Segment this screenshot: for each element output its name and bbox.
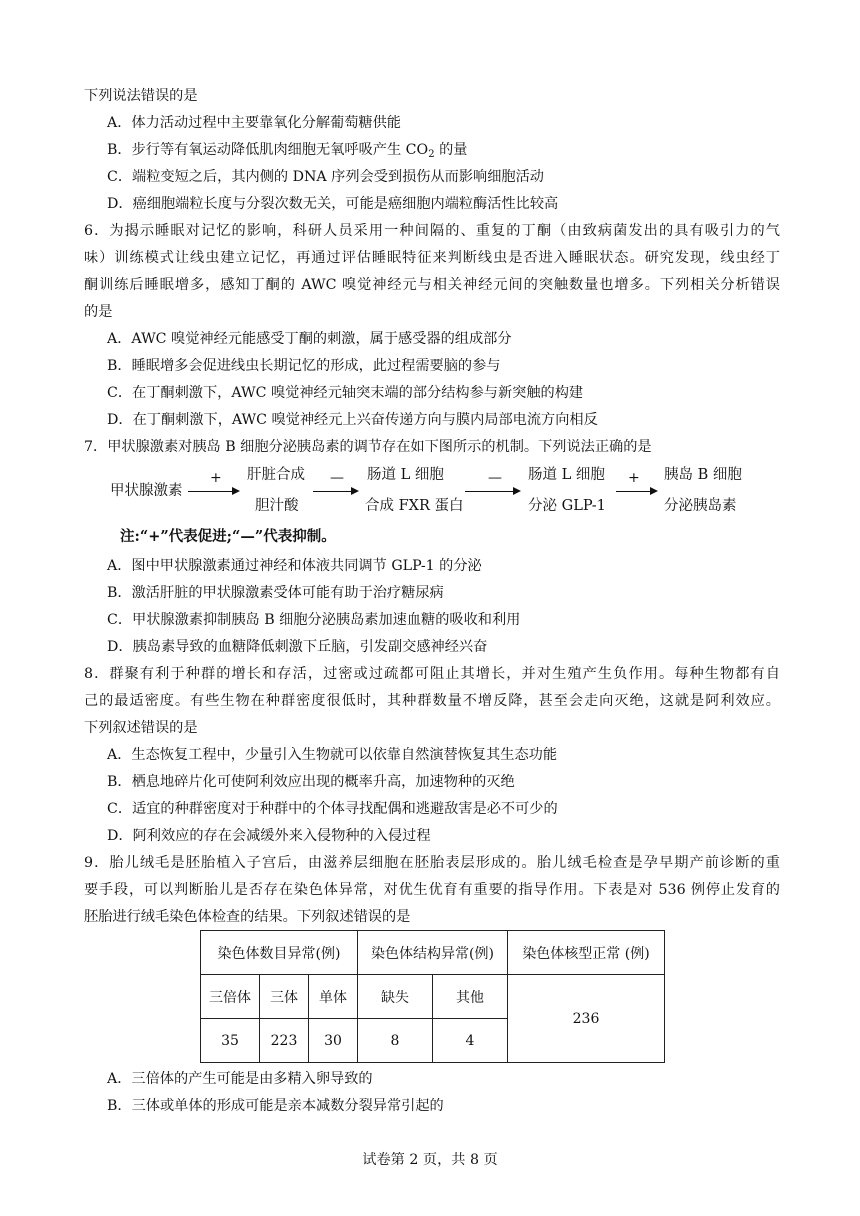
sign-promote-2: +	[628, 470, 640, 486]
cell-monosomy: 30	[309, 1019, 358, 1063]
q6-stem-line4: 的是	[84, 304, 113, 320]
arrow-4	[616, 491, 656, 492]
q6-option-a: A．AWC 嗅觉神经元能感受丁酮的刺激，属于感受器的组成部分	[107, 331, 512, 347]
table-header-row	[201, 931, 665, 975]
q5-option-c: C．端粒变短之后，其内侧的 DNA 序列会受到损伤从而影响细胞活动	[107, 169, 544, 185]
subheader-monosomy: 单体	[309, 975, 358, 1019]
arrow-1	[188, 491, 238, 492]
q6-stem-line1: 6．为揭示睡眠对记忆的影响，科研人员采用一种间隔的、重复的丁酮（由致病菌发出的具有吸引力的气	[84, 223, 780, 239]
header-normal-karyotype: 染色体核型正常 (例)	[508, 931, 665, 975]
diagram-node2-bottom: 合成 FXR 蛋白	[365, 498, 464, 514]
sign-inhibit-2: —	[488, 470, 502, 486]
q8-stem-line1: 8．群聚有利于种群的增长和存活，过密或过疏都可阻止其增长，并对生殖产生负作用。每种生物都有自	[84, 666, 780, 682]
table-subheader-row	[201, 975, 665, 1019]
q6-option-c: C．在丁酮刺激下，AWC 嗅觉神经元轴突末端的部分结构参与新突触的构建	[107, 385, 584, 401]
q8-option-d: D．阿利效应的存在会减缓外来入侵物种的入侵过程	[107, 828, 431, 844]
q6-option-b: B．睡眠增多会促进线虫长期记忆的形成，此过程需要脑的参与	[107, 358, 501, 374]
sign-promote-1: +	[210, 470, 222, 486]
subheader-deletion: 缺失	[358, 975, 433, 1019]
q6-option-d: D．在丁酮刺激下，AWC 嗅觉神经元上兴奋传递方向与膜内局部电流方向相反	[107, 412, 598, 428]
q9-stem-line2: 要手段，可以判断胎儿是否存在染色体异常，对优生优育有重要的指导作用。下表是对 536 例停止发育的	[84, 882, 780, 898]
q5-option-b: B．步行等有氧运动降低肌肉细胞无氧呼吸产生 $CO_2$ 的量	[107, 142, 468, 160]
q5-stem-tail: 下列说法错误的是	[84, 88, 198, 104]
cell-trisomy: 223	[260, 1019, 309, 1063]
q6-stem-line3: 酮训练后睡眠增多，感知丁酮的 AWC 嗅觉神经元与相关神经元间的突触数量也增多。下列相关分析错误	[84, 277, 780, 293]
q8-option-c: C．适宜的种群密度对于种群中的个体寻找配偶和逃避敌害是必不可少的	[107, 801, 558, 817]
q7-option-a: A．图中甲状腺激素通过神经和体液共同调节 GLP-1 的分泌	[107, 558, 482, 574]
arrow-3	[465, 491, 519, 492]
q7-option-b: B．激活肝脏的甲状腺激素受体可能有助于治疗糖尿病	[107, 585, 444, 601]
subheader-triploid: 三倍体	[201, 975, 260, 1019]
diagram-node1-top: 肝脏合成	[247, 467, 305, 483]
q9-option-a: A．三倍体的产生可能是由多精入卵导致的	[107, 1071, 373, 1087]
q9-stem-line3: 胚胎进行绒毛染色体检查的结果。下列叙述错误的是	[84, 909, 411, 925]
q8-stem-line3: 下列叙述错误的是	[84, 720, 198, 736]
q7-option-d: D．胰岛素导致的血糖降低刺激下丘脑，引发副交感神经兴奋	[107, 639, 488, 655]
cell-other: 4	[433, 1019, 508, 1063]
diagram-node3-bottom: 分泌 GLP-1	[528, 498, 606, 514]
diagram-node1-bottom: 胆汁酸	[255, 498, 299, 514]
sign-inhibit-1: —	[330, 470, 344, 486]
diagram-node4-bottom: 分泌胰岛素	[664, 498, 737, 514]
q7-stem: 7．甲状腺激素对胰岛 B 细胞分泌胰岛素的调节存在如下图所示的机制。下列说法正确的是	[84, 439, 652, 455]
arrow-2	[313, 491, 357, 492]
diagram-source-node: 甲状腺激素	[110, 483, 183, 499]
karyotype-table	[200, 930, 665, 1063]
q9-option-b: B．三体或单体的形成可能是亲本减数分裂异常引起的	[107, 1098, 444, 1114]
diagram-node3-top: 肠道 L 细胞	[528, 467, 605, 483]
diagram-node2-top: 肠道 L 细胞	[367, 467, 444, 483]
cell-normal-count: 236	[508, 975, 665, 1063]
q8-option-a: A．生态恢复工程中，少量引入生物就可以依靠自然演替恢复其生态功能	[107, 747, 558, 763]
q5-option-d: D．癌细胞端粒长度与分裂次数无关，可能是癌细胞内端粒酶活性比较高	[107, 196, 559, 212]
q5-option-a: A．体力活动过程中主要靠氧化分解葡萄糖供能	[107, 115, 401, 131]
q8-option-b: B．栖息地碎片化可使阿利效应出现的概率升高，加速物种的灭绝	[107, 774, 515, 790]
subheader-other: 其他	[433, 975, 508, 1019]
subheader-trisomy: 三体	[260, 975, 309, 1019]
q7-option-c: C．甲状腺激素抑制胰岛 B 细胞分泌胰岛素加速血糖的吸收和利用	[107, 612, 521, 628]
cell-triploid: 35	[201, 1019, 260, 1063]
page-footer: 试卷第 2 页，共 8 页	[362, 1152, 498, 1168]
diagram-note: 注:“+”代表促进;“—”代表抑制。	[120, 528, 336, 545]
diagram-node4-top: 胰岛 B 细胞	[664, 467, 742, 483]
q9-stem-line1: 9．胎儿绒毛是胚胎植入子宫后，由滋养层细胞在胚胎表层形成的。胎儿绒毛检查是孕早期产前诊断的重	[84, 855, 780, 871]
q6-stem-line2: 味）训练模式让线虫建立记忆，再通过评估睡眠特征来判断线虫是否进入睡眠状态。研究发现，线虫经丁	[84, 250, 780, 266]
header-structural-abnormality: 染色体结构异常(例)	[358, 931, 508, 975]
cell-deletion: 8	[358, 1019, 433, 1063]
q8-stem-line2: 己的最适密度。有些生物在种群密度很低时，其种群数量不增反降，甚至会走向灭绝，这就是阿利效应。	[84, 693, 780, 709]
header-numerical-abnormality: 染色体数目异常(例)	[201, 931, 358, 975]
